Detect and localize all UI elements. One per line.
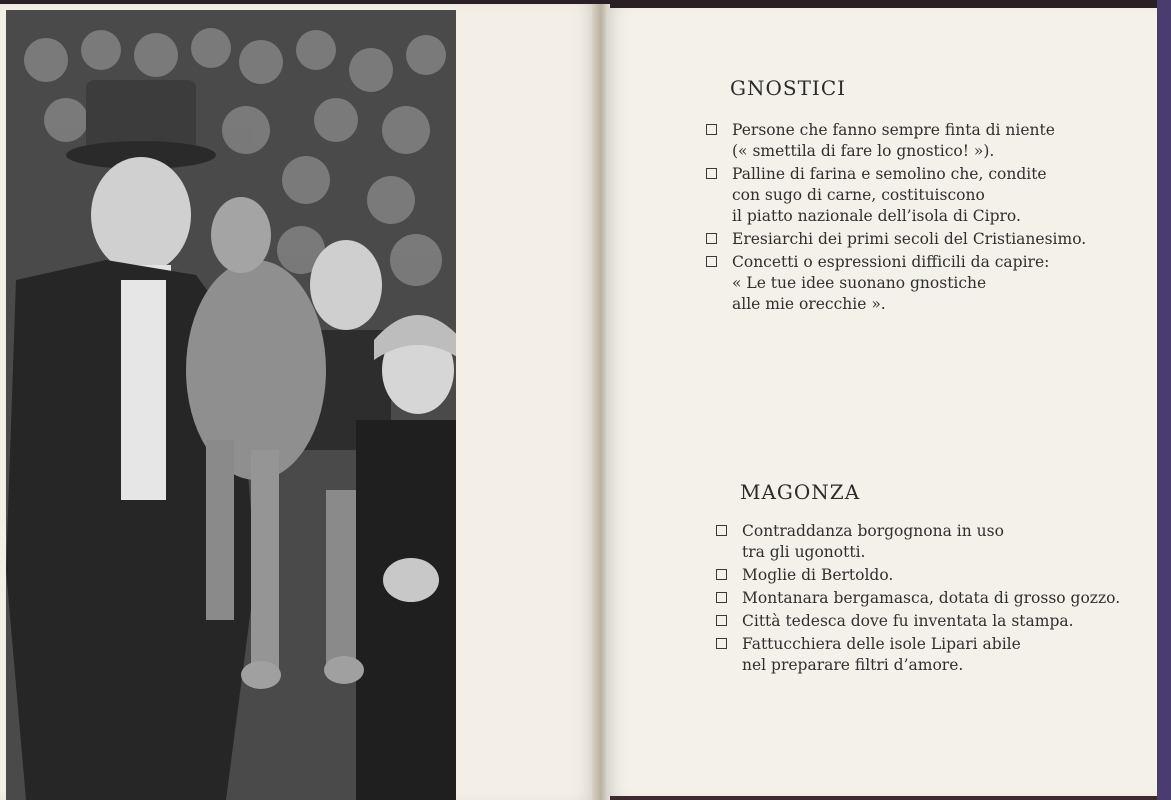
black-and-white-photo	[6, 10, 456, 800]
option-magonza-4[interactable]: Città tedesca dove fu inventata la stampa.	[716, 611, 1120, 632]
section-title-magonza: MAGONZA	[740, 480, 861, 504]
option-magonza-2[interactable]: Moglie di Bertoldo.	[716, 565, 1120, 586]
option-magonza-5[interactable]: Fattucchiera delle isole Lipari abile nel preparare filtri d’amore.	[716, 634, 1120, 676]
checkbox-icon[interactable]	[706, 124, 717, 135]
option-magonza-3[interactable]: Montanara bergamasca, dotata di grosso gozzo.	[716, 588, 1120, 609]
checkbox-icon[interactable]	[706, 233, 717, 244]
checkbox-icon[interactable]	[716, 638, 727, 649]
option-gnostici-1[interactable]: Persone che fanno sempre finta di niente (« smettila di fare lo gnostico! »).	[706, 120, 1086, 162]
checkbox-icon[interactable]	[706, 256, 717, 267]
option-magonza-1[interactable]: Contraddanza borgognona in uso tra gli ugonotti.	[716, 521, 1120, 563]
checkbox-icon[interactable]	[706, 168, 717, 179]
book-right-edge	[1157, 0, 1171, 800]
gnostici-options-list	[706, 120, 1086, 317]
checkbox-icon[interactable]	[716, 569, 727, 580]
option-gnostici-3[interactable]: Eresiarchi dei primi secoli del Cristianesimo.	[706, 229, 1086, 250]
checkbox-icon[interactable]	[716, 615, 727, 626]
magonza-options-list	[716, 521, 1120, 678]
photo-illustration	[6, 10, 456, 800]
left-page	[0, 4, 600, 800]
option-gnostici-2[interactable]: Palline di farina e semolino che, condite con sugo di carne, costituiscono il piatto nazionale dell’isola di Cipro.	[706, 164, 1086, 227]
checkbox-icon[interactable]	[716, 592, 727, 603]
section-title-gnostici: GNOSTICI	[730, 76, 847, 100]
checkbox-icon[interactable]	[716, 525, 727, 536]
right-page	[606, 8, 1158, 796]
option-gnostici-4[interactable]: Concetti o espressioni difficili da capire: « Le tue idee suonano gnostiche alle mie orecchie ».	[706, 252, 1086, 315]
